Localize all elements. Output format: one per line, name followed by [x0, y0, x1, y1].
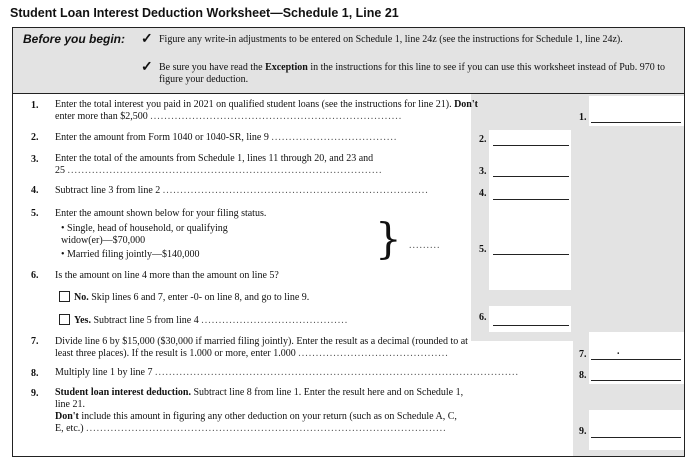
line-3-ref: 3. — [479, 166, 487, 177]
line-2-ref: 2. — [479, 134, 487, 145]
line-6-ref: 6. — [479, 312, 487, 323]
brace-icon: } — [375, 214, 402, 263]
line-7-description: Divide line 6 by $15,000 ($30,000 if married filing jointly). Enter the result as a decimal (rounded to at least three places). If the result is 1.000 or more, enter 1.000 ........................................... — [55, 336, 468, 359]
line-5-description: Enter the amount shown below for your filing status. — [55, 208, 267, 219]
line-4-input[interactable] — [493, 199, 569, 200]
line-3-input[interactable] — [493, 176, 569, 177]
line-8-description: Multiply line 1 by line 7 ........................................................................................................ — [55, 367, 519, 378]
worksheet: Before you begin: ✓ Figure any write-in adjustments to be entered on Schedule 1, line 24z (see the instructions for Schedule 1, line 24z). ✓ Be sure you have read the Exception in the instructions for this line to see if you can use this worksheet instead of Pub. 970 to figure your deduction. 1. Enter the total interest you paid in 2021 on qualified student loans (see the instructions for line 21). Don't enter more than $2,500 ........................................................................ 1. 2. Enter the amount from Form 1040 or 1040-SR, line 9 .................................... 2. 3. Enter the total of the amounts from Schedule 1, lines 11 through 20, and 23 and 25 .......................................................................................... 3. 4. Subtract line 3 from line 2 ............................................................................ 4. 5. Enter the amount shown below for your filing status. • Single, head of household, or qualifying widow(er)—$70,000 • Married filing jointly—$140,000 } ......... 5. 6. Is the amount on line 4 more than the amount on line 5? No. Skip lines 6 and 7, enter -0- on line 8, and go to line 9. Yes. Subtract line 5 from line 4 .......................................... 6. 7. Divide line 6 by $15,000 ($30,000 if married filing jointly). Enter the result as a decimal (rounded to at least three places). If the result is 1.000 or more, enter 1.000 ........................................... 7. . 8. Multiply line 1 by line 7 ........................................................................................................ 8. 9. Student loan interest deduction. Subtract line 8 from line 1. Enter the result here and on Schedule 1, line 21. Don't include this amount in figuring any other deduction on your return (such as on Schedule A, C, E, etc.) ....................................................................................................... 9. — [12, 27, 685, 457]
line-3-number: 3. — [31, 154, 39, 165]
line-7-decimal-point: . — [617, 346, 620, 357]
line-6-description: Is the amount on line 4 more than the amount on line 5? — [55, 270, 279, 281]
line-9-input[interactable] — [591, 437, 681, 438]
line-6-no-option: No. Skip lines 6 and 7, enter -0- on line 8, and go to line 9. — [59, 291, 459, 304]
before-item-2: ✓ Be sure you have read the Exception in the instructions for this line to see if you can use this worksheet instead of Pub. 970 to figure your deduction. — [141, 60, 666, 85]
line-5-option-mfj: • Married filing jointly—$140,000 — [61, 249, 200, 260]
line-9-ref: 9. — [579, 426, 587, 437]
before-you-begin-label: Before you begin: — [23, 32, 126, 46]
shaded-column-right — [573, 94, 684, 456]
worksheet-title: Student Loan Interest Deduction Worksheet—Schedule 1, Line 21 — [10, 6, 399, 20]
checkmark-icon: ✓ — [141, 60, 153, 75]
line-2-number: 2. — [31, 132, 39, 143]
line-1-input[interactable] — [591, 122, 681, 123]
line-4-ref: 4. — [479, 188, 487, 199]
before-item-1: ✓ Figure any write-in adjustments to be entered on Schedule 1, line 24z (see the instructions for Schedule 1, line 24z). — [141, 32, 623, 47]
checkmark-icon: ✓ — [141, 32, 153, 47]
line-4-description: Subtract line 3 from line 2 ............................................................................ — [55, 185, 429, 196]
line-3-description: Enter the total of the amounts from Schedule 1, lines 11 through 20, and 23 and 25 .......................................................................................... — [55, 153, 383, 176]
line-8-input[interactable] — [591, 380, 681, 381]
line-1-ref: 1. — [579, 112, 587, 123]
line-7-number: 7. — [31, 336, 39, 347]
line-8-ref: 8. — [579, 370, 587, 381]
line-6-yes-option: Yes. Subtract line 5 from line 4 .......................................... — [59, 314, 479, 327]
line-5-number: 5. — [31, 208, 39, 219]
line-2-input[interactable] — [493, 145, 569, 146]
no-checkbox[interactable] — [59, 291, 70, 302]
line-5-input[interactable] — [493, 254, 569, 255]
line-1-number: 1. — [31, 100, 39, 111]
line-5-option-single: • Single, head of household, or qualifying widow(er)—$70,000 — [61, 223, 228, 246]
line-2-description: Enter the amount from Form 1040 or 1040-SR, line 9 .................................... — [55, 132, 398, 143]
line-9-number: 9. — [31, 388, 39, 399]
line-6-number: 6. — [31, 270, 39, 281]
line-9-description: Student loan interest deduction. Subtract line 8 from line 1. Enter the result here and on Schedule 1, line 21. Don't include this amount in figuring any other deduction on your return (such as on Schedule A, C, E, etc.) ....................................................................................................... — [55, 387, 464, 434]
line-1-description: Enter the total interest you paid in 2021 on qualified student loans (see the instructions for line 21). Don't enter more than $2,500 ........................................................................ — [55, 99, 478, 122]
line-7-input[interactable] — [591, 359, 681, 360]
line-6-input[interactable] — [493, 325, 569, 326]
yes-checkbox[interactable] — [59, 314, 70, 325]
line-5-ref: 5. — [479, 244, 487, 255]
line-7-ref: 7. — [579, 349, 587, 360]
before-you-begin-section — [13, 28, 684, 94]
line-4-number: 4. — [31, 185, 39, 196]
line-8-number: 8. — [31, 368, 39, 379]
